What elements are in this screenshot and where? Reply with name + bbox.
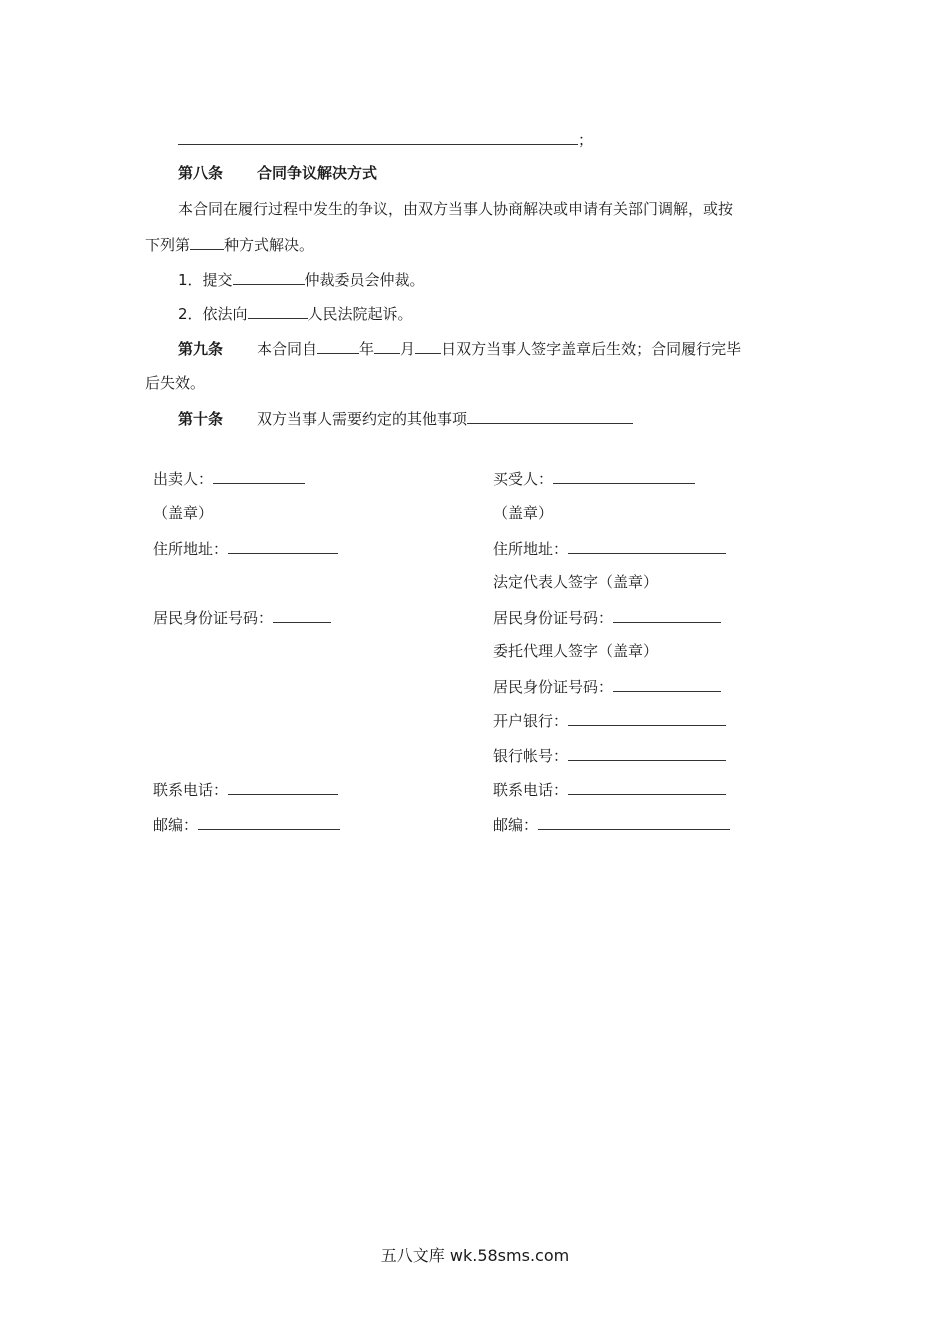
buyer-phone: 联系电话： <box>493 778 726 801</box>
buyer-name: 买受人： <box>493 467 695 490</box>
fill-blank <box>233 268 305 285</box>
article9-line1: 第九条 本合同自 年 月 日双方当事人签字盖章后生效；合同履行完毕 <box>178 337 741 360</box>
footer-watermark: 五八文库 wk.58sms.com <box>380 1246 570 1265</box>
fill-blank <box>374 337 400 354</box>
fill-blank <box>467 407 633 424</box>
fill-blank <box>613 606 721 623</box>
fill-blank <box>213 467 305 484</box>
seller-seal: （盖章） <box>153 504 214 522</box>
fill-blank <box>415 337 441 354</box>
buyer-seal: （盖章） <box>493 504 554 522</box>
buyer-agent: 委托代理人签字（盖章） <box>493 642 659 660</box>
buyer-account: 银行帐号： <box>493 744 726 767</box>
buyer-address: 住所地址： <box>493 537 726 560</box>
buyer-id2: 居民身份证号码： <box>493 675 721 698</box>
seller-phone: 联系电话： <box>153 778 338 801</box>
fill-blank <box>317 337 359 354</box>
article8-para1: 本合同在履行过程中发生的争议，由双方当事人协商解决或申请有关部门调解，或按 <box>178 200 734 218</box>
article8-option2: 2．依法向 人民法院起诉。 <box>178 302 413 325</box>
fill-blank <box>568 709 726 726</box>
buyer-legal-rep: 法定代表人签字（盖章） <box>493 573 659 591</box>
fill-blank <box>228 778 338 795</box>
fill-blank <box>178 128 578 145</box>
seller-address: 住所地址： <box>153 537 338 560</box>
fill-blank <box>248 302 308 319</box>
top-fill-line: ； <box>178 128 593 151</box>
fill-blank <box>538 813 730 830</box>
fill-blank <box>553 467 695 484</box>
article9-line2: 后失效。 <box>145 374 206 392</box>
fill-blank <box>568 744 726 761</box>
fill-blank <box>568 778 726 795</box>
seller-name: 出卖人： <box>153 467 305 490</box>
fill-blank <box>228 537 338 554</box>
buyer-bank: 开户银行： <box>493 709 726 732</box>
fill-blank <box>568 537 726 554</box>
buyer-id1: 居民身份证号码： <box>493 606 721 629</box>
article10-line: 第十条 双方当事人需要约定的其他事项 <box>178 407 633 430</box>
fill-blank <box>273 606 331 623</box>
seller-postcode: 邮编： <box>153 813 340 836</box>
article8-para2: 下列第 种方式解决。 <box>145 233 314 256</box>
article8-option1: 1．提交 仲裁委员会仲裁。 <box>178 268 425 291</box>
article8-heading: 第八条 合同争议解决方式 <box>178 164 378 182</box>
fill-blank <box>198 813 340 830</box>
seller-id: 居民身份证号码： <box>153 606 331 629</box>
fill-blank <box>613 675 721 692</box>
fill-blank <box>190 233 224 250</box>
buyer-postcode: 邮编： <box>493 813 730 836</box>
